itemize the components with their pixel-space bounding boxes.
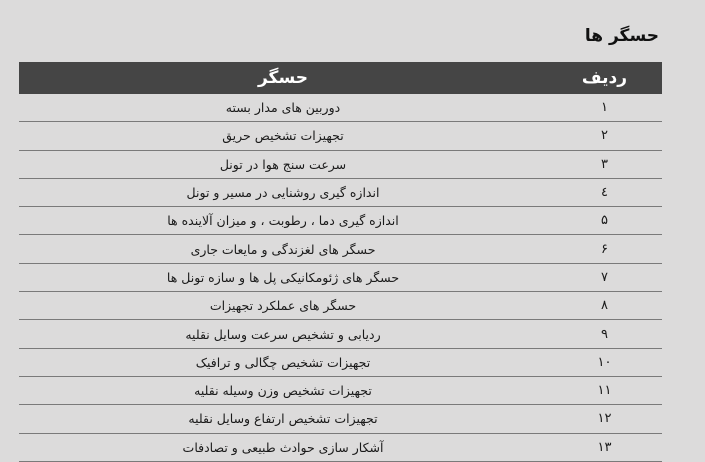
row-sensor: آشکار سازی حوادث طبیعی و تصادفات [19, 433, 547, 461]
table-body [19, 94, 662, 461]
table-row [19, 122, 662, 150]
row-sensor: تجهیزات تشخیص حریق [19, 122, 547, 150]
row-index: ۷ [547, 263, 662, 291]
table-row [19, 376, 662, 404]
row-index: ۱۰ [547, 348, 662, 376]
row-sensor: حسگر های ژئومکانیکی پل ها و سازه تونل ها [19, 263, 547, 291]
page-title: حسگر ها [584, 26, 659, 46]
row-sensor: دوربین های مدار بسته [19, 94, 547, 122]
row-sensor: اندازه گیری روشنایی در مسیر و تونل [19, 178, 547, 206]
column-header-index: ردیف [547, 62, 662, 94]
row-index: ۳ [547, 150, 662, 178]
row-index: ۹ [547, 320, 662, 348]
row-index: ۵ [547, 207, 662, 235]
row-index: ۶ [547, 235, 662, 263]
row-index: ۱۳ [547, 433, 662, 461]
table-row [19, 235, 662, 263]
row-index: ۸ [547, 292, 662, 320]
row-index: ٤ [547, 178, 662, 206]
header-row [19, 62, 662, 94]
table-row [19, 348, 662, 376]
table-row [19, 405, 662, 433]
row-sensor: تجهیزات تشخیص چگالی و ترافیک [19, 348, 547, 376]
row-sensor: ردیابی و تشخیص سرعت وسایل نقلیه [19, 320, 547, 348]
row-sensor: حسگر های عملکرد تجهیزات [19, 292, 547, 320]
row-index: ۲ [547, 122, 662, 150]
row-sensor: سرعت سنج هوا در تونل [19, 150, 547, 178]
row-index: ۱ [547, 94, 662, 122]
row-index: ۱۲ [547, 405, 662, 433]
sensors-table [19, 62, 662, 462]
table-row [19, 320, 662, 348]
row-sensor: حسگر های لغزندگی و مایعات جاری [19, 235, 547, 263]
column-header-sensor: حسگر [19, 62, 547, 94]
table-row [19, 207, 662, 235]
table-row [19, 178, 662, 206]
row-sensor: تجهیزات تشخیص ارتفاع وسایل نقلیه [19, 405, 547, 433]
row-sensor: اندازه گیری دما ، رطوبت ، و میزان آلاینده ها [19, 207, 547, 235]
table-row [19, 150, 662, 178]
table-row [19, 292, 662, 320]
table-row [19, 94, 662, 122]
table-row [19, 263, 662, 291]
row-index: ۱۱ [547, 376, 662, 404]
row-sensor: تجهیزات تشخیص وزن وسیله نقلیه [19, 376, 547, 404]
table-row [19, 433, 662, 461]
table-header [19, 62, 662, 94]
